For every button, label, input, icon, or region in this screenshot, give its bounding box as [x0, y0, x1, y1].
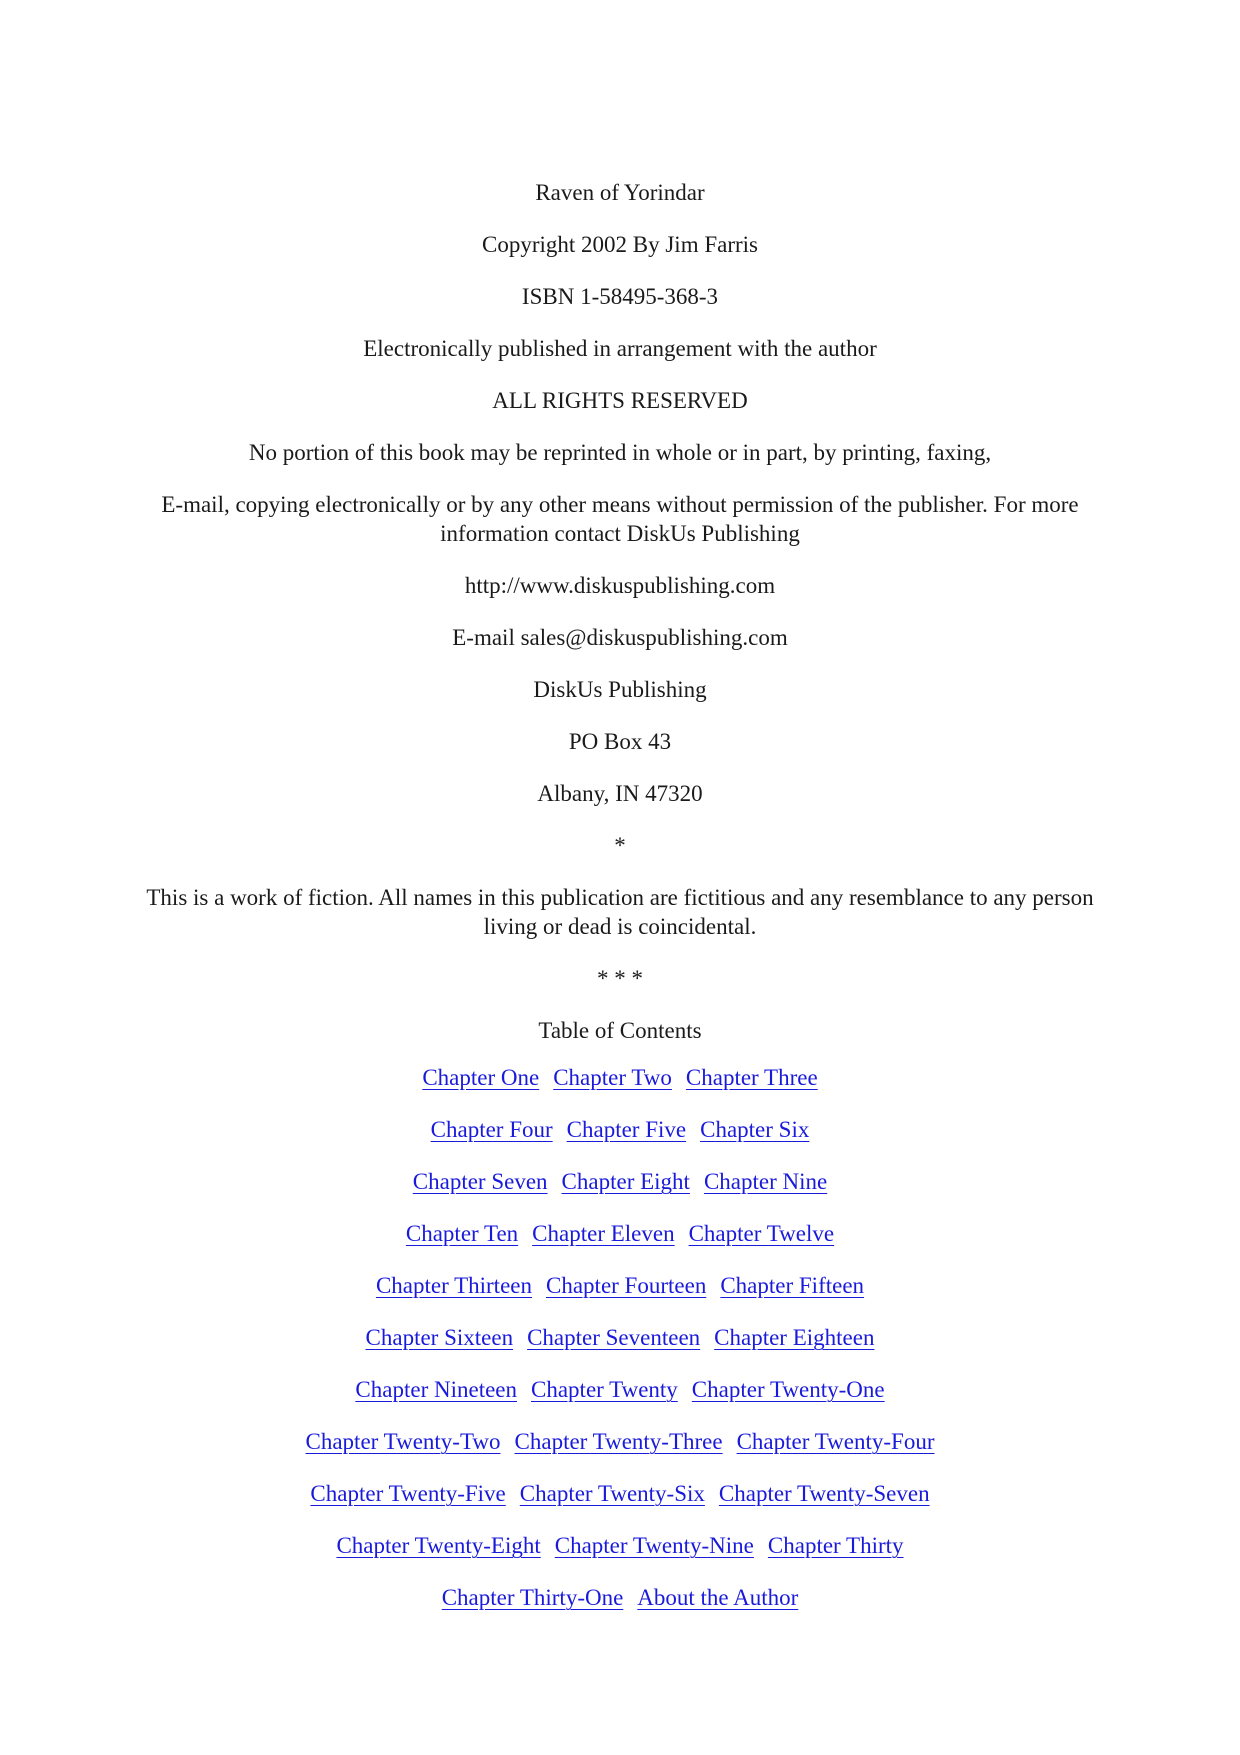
toc-row: [140, 1531, 1100, 1560]
toc-link-chapter-fourteen[interactable]: Chapter Fourteen: [546, 1273, 707, 1298]
toc-row: [140, 1375, 1100, 1404]
toc-link-chapter-twenty-six[interactable]: Chapter Twenty-Six: [519, 1481, 705, 1506]
toc-link-chapter-seventeen[interactable]: Chapter Seventeen: [527, 1325, 701, 1350]
toc-link-chapter-twelve[interactable]: Chapter Twelve: [688, 1221, 835, 1246]
toc-heading: Table of Contents: [538, 1018, 702, 1043]
toc-row: [140, 1219, 1100, 1248]
toc-row: [140, 1479, 1100, 1508]
publication-note: Electronically published in arrangement with the author: [363, 336, 877, 361]
toc-row: [140, 1323, 1100, 1352]
publisher-po-box: PO Box 43: [568, 729, 672, 754]
fiction-notice: This is a work of fiction. All names in this publication are fictitious and any resemblance to any person living or dead is coincidental.: [146, 885, 1094, 939]
toc-link-chapter-ten[interactable]: Chapter Ten: [405, 1221, 519, 1246]
toc-row: [140, 1115, 1100, 1144]
toc-link-chapter-twenty-one[interactable]: Chapter Twenty-One: [691, 1377, 885, 1402]
toc-row: [140, 1583, 1100, 1612]
toc-link-chapter-five[interactable]: Chapter Five: [566, 1117, 687, 1142]
table-of-contents: [140, 1063, 1100, 1612]
separator-star: *: [614, 833, 626, 858]
toc-row: [140, 1063, 1100, 1092]
toc-link-chapter-twenty-nine[interactable]: Chapter Twenty-Nine: [554, 1533, 754, 1558]
toc-link-chapter-sixteen[interactable]: Chapter Sixteen: [365, 1325, 514, 1350]
toc-link-chapter-twenty[interactable]: Chapter Twenty: [531, 1377, 678, 1402]
toc-link-chapter-seven[interactable]: Chapter Seven: [412, 1169, 548, 1194]
toc-link-chapter-nine[interactable]: Chapter Nine: [703, 1169, 828, 1194]
toc-row: [140, 1427, 1100, 1456]
publisher-website: http://www.diskuspublishing.com: [464, 573, 776, 598]
toc-link-chapter-twenty-seven[interactable]: Chapter Twenty-Seven: [718, 1481, 930, 1506]
toc-link-chapter-thirteen[interactable]: Chapter Thirteen: [375, 1273, 532, 1298]
toc-link-chapter-thirty[interactable]: Chapter Thirty: [767, 1533, 904, 1558]
publisher-city: Albany, IN 47320: [537, 781, 703, 806]
reprint-notice-line1: No portion of this book may be reprinted in whole or in part, by printing, faxing,: [248, 440, 992, 465]
publisher-name: DiskUs Publishing: [533, 677, 707, 702]
reprint-notice-line2: E-mail, copying electronically or by any other means without permission of the publisher. For more information contact DiskUs Publishing: [161, 492, 1079, 546]
toc-link-chapter-eight[interactable]: Chapter Eight: [561, 1169, 690, 1194]
toc-link-chapter-twenty-two[interactable]: Chapter Twenty-Two: [305, 1429, 501, 1454]
toc-row: [140, 1271, 1100, 1300]
publisher-email: E-mail sales@diskuspublishing.com: [452, 625, 788, 650]
toc-link-chapter-two[interactable]: Chapter Two: [553, 1065, 672, 1090]
toc-link-chapter-thirty-one[interactable]: Chapter Thirty-One: [441, 1585, 624, 1610]
toc-link-chapter-nineteen[interactable]: Chapter Nineteen: [355, 1377, 517, 1402]
toc-link-chapter-twenty-five[interactable]: Chapter Twenty-Five: [310, 1481, 506, 1506]
toc-link-chapter-eighteen[interactable]: Chapter Eighteen: [714, 1325, 875, 1350]
isbn-line: ISBN 1-58495-368-3: [521, 284, 719, 309]
separator-stars: * * *: [597, 966, 643, 991]
toc-link-chapter-eleven[interactable]: Chapter Eleven: [532, 1221, 675, 1246]
toc-row: [140, 1167, 1100, 1196]
book-title: Raven of Yorindar: [535, 180, 705, 205]
toc-link-chapter-three[interactable]: Chapter Three: [685, 1065, 818, 1090]
toc-link-chapter-twenty-four[interactable]: Chapter Twenty-Four: [736, 1429, 935, 1454]
toc-link-chapter-twenty-eight[interactable]: Chapter Twenty-Eight: [336, 1533, 541, 1558]
toc-link-chapter-fifteen[interactable]: Chapter Fifteen: [720, 1273, 865, 1298]
toc-link-chapter-one[interactable]: Chapter One: [422, 1065, 540, 1090]
copyright-line: Copyright 2002 By Jim Farris: [481, 232, 758, 257]
toc-link-chapter-twenty-three[interactable]: Chapter Twenty-Three: [514, 1429, 723, 1454]
toc-link-about-the-author[interactable]: About the Author: [637, 1585, 799, 1610]
copyright-page: [140, 178, 1100, 1635]
toc-link-chapter-four[interactable]: Chapter Four: [430, 1117, 553, 1142]
toc-link-chapter-six[interactable]: Chapter Six: [700, 1117, 810, 1142]
rights-notice: ALL RIGHTS RESERVED: [492, 388, 748, 413]
